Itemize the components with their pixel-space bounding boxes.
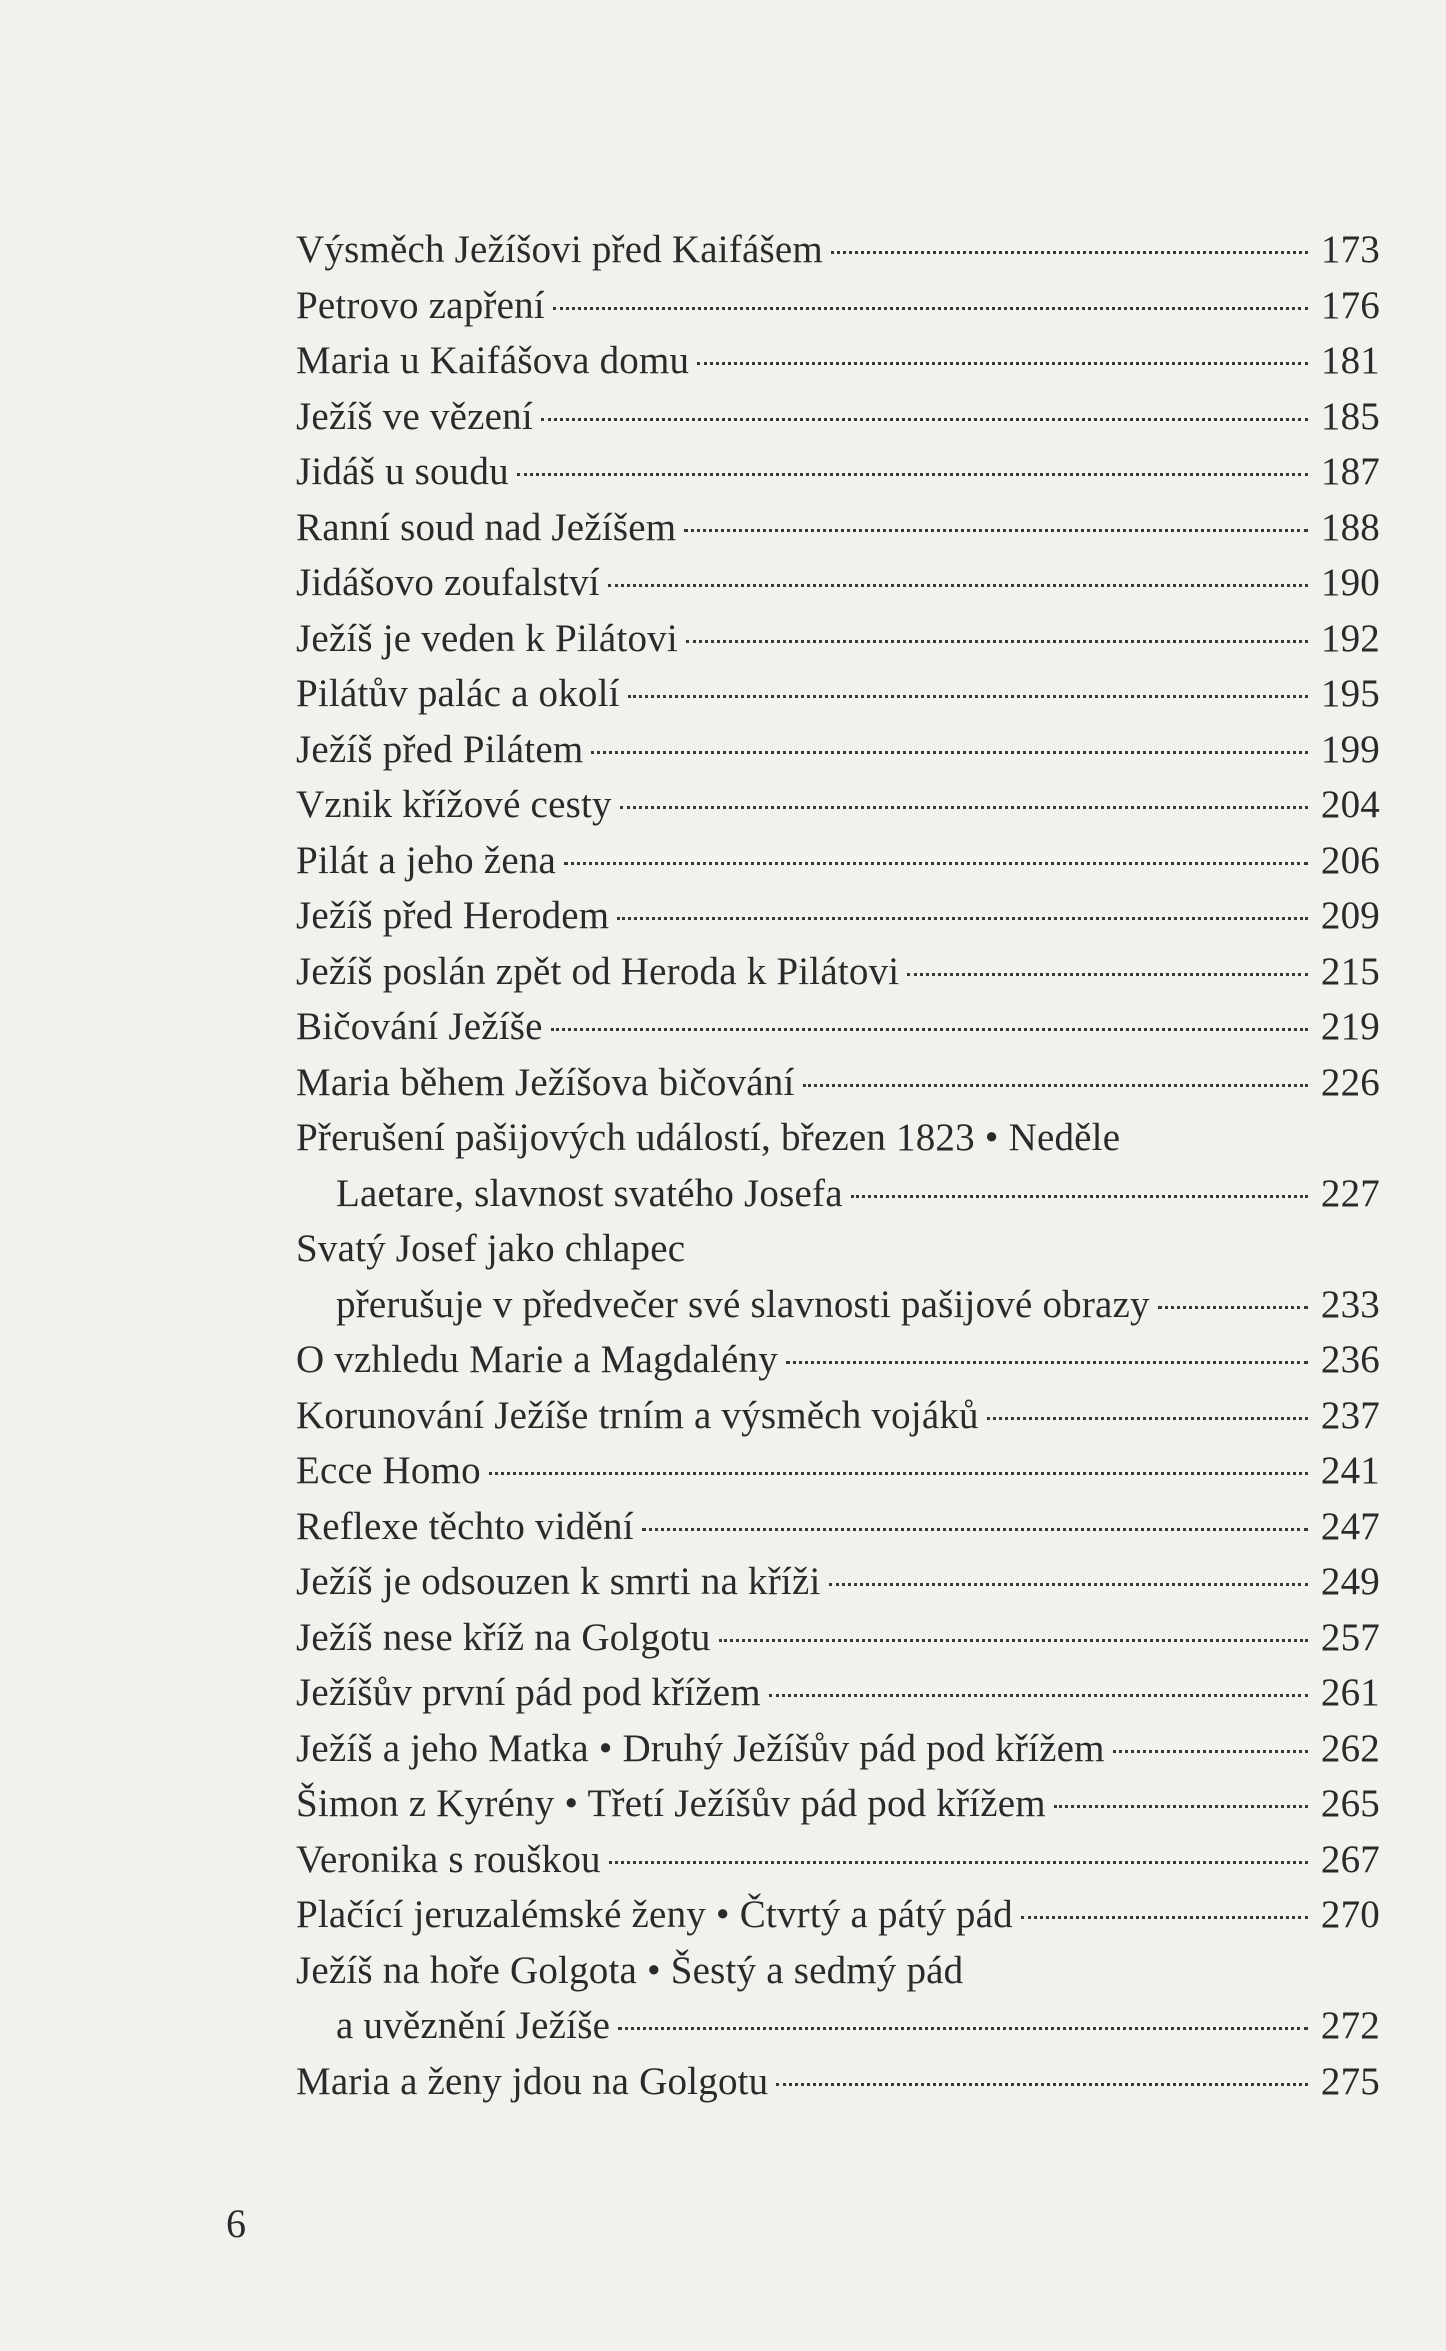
toc-entry-line xyxy=(296,722,1380,778)
toc-entry xyxy=(296,1332,1380,1388)
toc-entry-page-number: 176 xyxy=(1320,283,1380,327)
toc-entry-line xyxy=(296,777,1380,833)
toc-entry-title: Ranní soud nad Ježíšem xyxy=(296,505,677,549)
toc-entry-line xyxy=(296,1665,1380,1721)
dot-leader xyxy=(851,1195,1308,1198)
toc-entry-title: Ecce Homo xyxy=(296,1449,481,1492)
toc-entry-line xyxy=(296,1776,1380,1832)
toc-entry-page-number: 233 xyxy=(1320,1282,1380,1326)
dot-leader xyxy=(686,640,1308,643)
toc-entry-title: Vznik křížové cesty xyxy=(296,783,612,826)
dot-leader xyxy=(697,362,1308,365)
dot-leader xyxy=(1158,1306,1308,1309)
toc-entry-line xyxy=(296,1221,1380,1277)
page-number: 6 xyxy=(226,2201,246,2246)
dot-leader xyxy=(987,1417,1308,1420)
toc-entry xyxy=(296,444,1380,500)
toc-entry-title: Ježíš ve vězení xyxy=(296,394,533,438)
toc-entry-page-number: 188 xyxy=(1320,505,1380,549)
toc-entry-line xyxy=(296,1388,1380,1444)
toc-entry-page-number: 267 xyxy=(1320,1837,1380,1881)
toc-entry-page-number: 215 xyxy=(1320,949,1380,993)
toc-entry-title: Veronika s rouškou xyxy=(296,1837,601,1881)
toc-entry-page-number: 185 xyxy=(1320,394,1380,438)
toc-entry-title: Ježíš před Herodem xyxy=(296,894,610,937)
toc-entry-title: Bičování Ježíše xyxy=(296,1005,543,1048)
toc-entry xyxy=(296,777,1380,833)
toc-entry-line xyxy=(296,278,1380,334)
toc-entry-line xyxy=(296,1721,1380,1777)
dot-leader xyxy=(829,1583,1308,1586)
toc-entry-line xyxy=(296,444,1380,500)
toc-entry-line xyxy=(296,611,1380,667)
toc-entry-line xyxy=(296,2054,1380,2110)
toc-entry xyxy=(296,278,1380,334)
dot-leader xyxy=(617,917,1308,920)
toc-entry-line xyxy=(296,222,1380,278)
toc-entry-title: Pilátův palác a okolí xyxy=(296,672,620,715)
toc-entry-title: Maria a ženy jdou na Golgotu xyxy=(296,2059,769,2103)
dot-leader xyxy=(786,1361,1308,1364)
toc-entry-continuation-line xyxy=(296,1166,1380,1222)
dot-leader xyxy=(553,307,1308,310)
toc-entry-page-number: 190 xyxy=(1320,561,1380,604)
toc-entry-page-number: 181 xyxy=(1320,339,1380,382)
toc-entry xyxy=(296,500,1380,556)
toc-entry xyxy=(296,722,1380,778)
toc-entry xyxy=(296,555,1380,611)
toc-entry-title: Přerušení pašijových událostí, březen 1823 • Neděle xyxy=(296,1116,1121,1159)
toc-entry xyxy=(296,1110,1380,1221)
toc-entry xyxy=(296,1388,1380,1444)
toc-entry-page-number: 209 xyxy=(1320,894,1380,937)
toc-entry-line xyxy=(296,999,1380,1055)
toc-entry-page-number: 173 xyxy=(1320,228,1380,271)
toc-entry-title: Jidáš u soudu xyxy=(296,450,509,493)
dot-leader xyxy=(541,418,1308,421)
toc-entry-line xyxy=(296,333,1380,389)
toc-entry-page-number: 262 xyxy=(1320,1726,1380,1770)
toc-entry-title: Ježíš na hoře Golgota • Šestý a sedmý pád xyxy=(296,1948,964,1992)
toc-entry xyxy=(296,1887,1380,1943)
toc-entry-page-number: 237 xyxy=(1320,1393,1380,1437)
toc-entry-line xyxy=(296,1554,1380,1610)
toc-entry-title: Ježíš je odsouzen k smrti na kříži xyxy=(296,1560,821,1603)
toc-entry xyxy=(296,1776,1380,1832)
dot-leader xyxy=(489,1472,1308,1475)
toc-entry-page-number: 227 xyxy=(1320,1171,1380,1215)
toc-entry-page-number: 192 xyxy=(1320,616,1380,660)
toc-entry xyxy=(296,333,1380,389)
toc-entry xyxy=(296,1221,1380,1332)
toc-entry-line xyxy=(296,1832,1380,1888)
dot-leader xyxy=(618,2027,1308,2030)
toc-entry-line xyxy=(296,1943,1380,1999)
toc-entry-line xyxy=(296,389,1380,445)
toc-entry-page-number: 204 xyxy=(1320,783,1380,826)
toc-entry-page-number: 249 xyxy=(1320,1560,1380,1603)
toc-entry-title-continuation: a uvěznění Ježíše xyxy=(336,2004,611,2047)
toc-entry-page-number: 241 xyxy=(1320,1449,1380,1492)
toc-entry-title: Ježíš před Pilátem xyxy=(296,727,584,771)
toc-entry-line xyxy=(296,500,1380,556)
toc-entry-title: Maria u Kaifášova domu xyxy=(296,339,690,382)
dot-leader xyxy=(719,1639,1308,1642)
toc-entry-title: Ježíš nese kříž na Golgotu xyxy=(296,1615,711,1659)
toc-entry-line xyxy=(296,1443,1380,1499)
toc-entry-page-number: 187 xyxy=(1320,450,1380,493)
toc-entry xyxy=(296,1665,1380,1721)
toc-entry xyxy=(296,1832,1380,1888)
toc-entry-page-number: 257 xyxy=(1320,1615,1380,1659)
toc-entry-line xyxy=(296,666,1380,722)
dot-leader xyxy=(564,862,1308,865)
toc-entry-title: Ježíš poslán zpět od Heroda k Pilátovi xyxy=(296,949,900,993)
dot-leader xyxy=(1021,1916,1308,1919)
dot-leader xyxy=(620,806,1308,809)
toc-entry-page-number: 199 xyxy=(1320,727,1380,771)
toc-entry-line xyxy=(296,944,1380,1000)
toc-entry-continuation-line xyxy=(296,1277,1380,1333)
toc-entry-page-number: 226 xyxy=(1320,1060,1380,1104)
toc-entry-line xyxy=(296,1887,1380,1943)
toc-entry-title: Reflexe těchto vidění xyxy=(296,1504,634,1548)
toc-entry xyxy=(296,222,1380,278)
toc-entry-line xyxy=(296,1110,1380,1166)
toc-entry xyxy=(296,389,1380,445)
toc-entry-line xyxy=(296,1610,1380,1666)
toc-entry xyxy=(296,833,1380,889)
toc-entry-title: Jidášovo zoufalství xyxy=(296,561,600,604)
toc-entry-title: Pilát a jeho žena xyxy=(296,838,557,882)
dot-leader xyxy=(1113,1750,1308,1753)
toc-entry xyxy=(296,1499,1380,1555)
toc-entry-page-number: 272 xyxy=(1320,2004,1380,2047)
dot-leader xyxy=(628,695,1308,698)
toc-entry-title-continuation: Laetare, slavnost svatého Josefa xyxy=(336,1171,843,1215)
toc-entry xyxy=(296,999,1380,1055)
toc-entry-title: Petrovo zapření xyxy=(296,283,545,327)
dot-leader xyxy=(684,529,1308,532)
toc-entry xyxy=(296,2054,1380,2110)
dot-leader xyxy=(517,473,1308,476)
toc-entry-line xyxy=(296,1332,1380,1388)
toc-entry-page-number: 236 xyxy=(1320,1338,1380,1381)
dot-leader xyxy=(1054,1805,1308,1808)
toc-entry-line xyxy=(296,833,1380,889)
toc-entry-title: Šimon z Kyrény • Třetí Ježíšův pád pod křížem xyxy=(296,1782,1046,1825)
toc-entry-title: O vzhledu Marie a Magdalény xyxy=(296,1338,778,1381)
dot-leader xyxy=(831,251,1308,254)
dot-leader xyxy=(803,1084,1308,1087)
toc-entry-title: Maria během Ježíšova bičování xyxy=(296,1060,795,1104)
dot-leader xyxy=(608,584,1308,587)
toc-entry xyxy=(296,1721,1380,1777)
toc-entry xyxy=(296,1610,1380,1666)
toc-entry-page-number: 265 xyxy=(1320,1782,1380,1825)
toc-entry-title: Ježíš a jeho Matka • Druhý Ježíšův pád pod křížem xyxy=(296,1726,1105,1770)
toc-entry-line xyxy=(296,888,1380,944)
toc-entry-line xyxy=(296,1499,1380,1555)
toc-entry xyxy=(296,888,1380,944)
dot-leader xyxy=(769,1694,1308,1697)
table-of-contents xyxy=(296,222,1380,2109)
toc-entry-page-number: 219 xyxy=(1320,1005,1380,1048)
dot-leader xyxy=(907,973,1308,976)
toc-entry xyxy=(296,666,1380,722)
toc-entry xyxy=(296,1055,1380,1111)
toc-entry-title: Korunování Ježíše trním a výsměch vojáků xyxy=(296,1393,979,1437)
toc-entry-title: Ježíš je veden k Pilátovi xyxy=(296,616,678,660)
toc-entry-line xyxy=(296,555,1380,611)
toc-entry-title: Ježíšův první pád pod křížem xyxy=(296,1671,761,1714)
toc-entry xyxy=(296,944,1380,1000)
toc-entry-page-number: 247 xyxy=(1320,1504,1380,1548)
toc-entry-title: Plačící jeruzalémské ženy • Čtvrtý a pátý pád xyxy=(296,1893,1013,1936)
toc-entry-page-number: 275 xyxy=(1320,2059,1380,2103)
toc-entry-title: Výsměch Ježíšovi před Kaifášem xyxy=(296,228,823,271)
toc-entry-title-continuation: přerušuje v předvečer své slavnosti pašijové obrazy xyxy=(336,1282,1150,1326)
toc-entry xyxy=(296,611,1380,667)
toc-entry-page-number: 270 xyxy=(1320,1893,1380,1936)
dot-leader xyxy=(642,1528,1308,1531)
dot-leader xyxy=(551,1028,1308,1031)
toc-entry xyxy=(296,1554,1380,1610)
toc-entry-continuation-line xyxy=(296,1998,1380,2054)
toc-entry-title: Svatý Josef jako chlapec xyxy=(296,1227,686,1270)
toc-entry-page-number: 206 xyxy=(1320,838,1380,882)
toc-entry-page-number: 261 xyxy=(1320,1671,1380,1714)
dot-leader xyxy=(776,2083,1308,2086)
toc-entry-page-number: 195 xyxy=(1320,672,1380,715)
toc-entry-line xyxy=(296,1055,1380,1111)
dot-leader xyxy=(609,1861,1308,1864)
toc-entry xyxy=(296,1943,1380,2054)
toc-entry xyxy=(296,1443,1380,1499)
dot-leader xyxy=(591,751,1308,754)
